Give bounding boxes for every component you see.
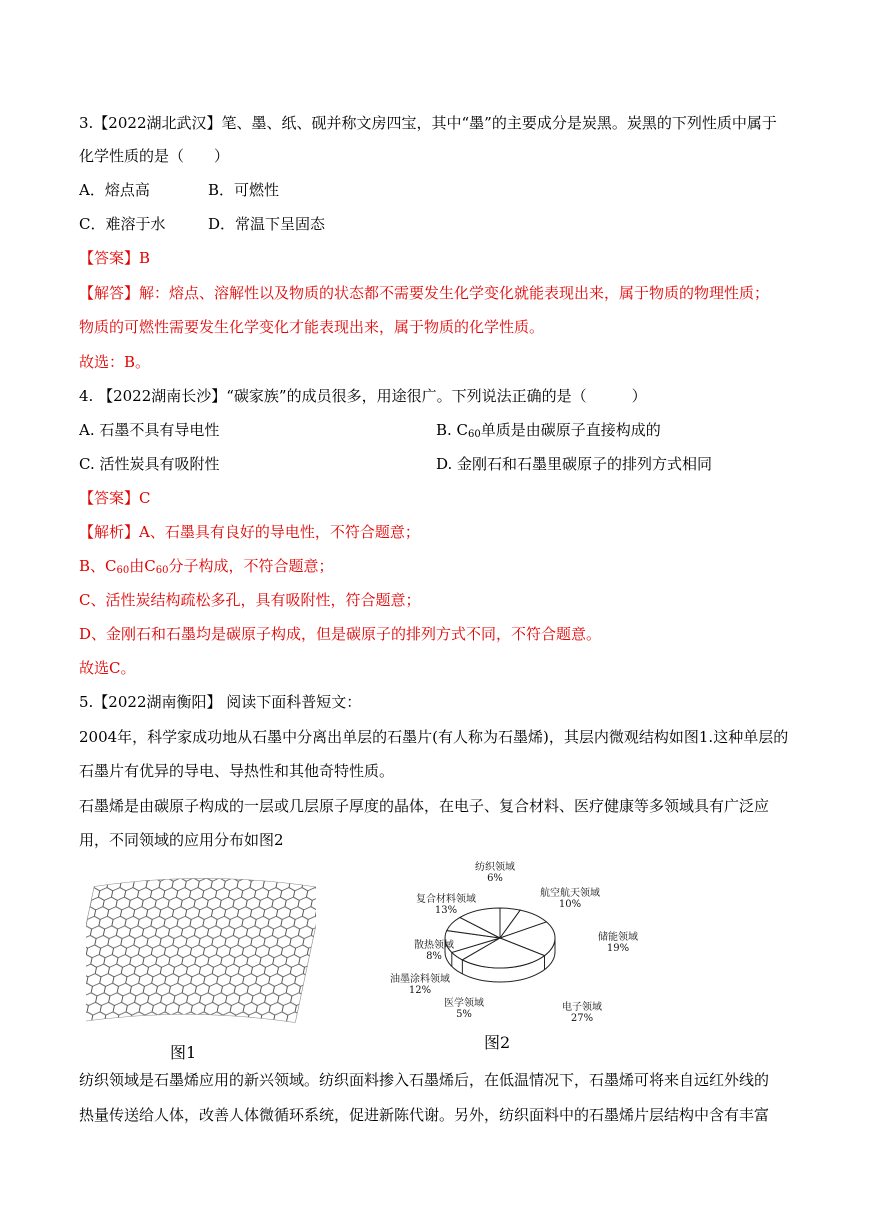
pie-category-label-3: 电子领域 [562,1002,602,1013]
q4-option-c: C. 活性炭具有吸附性 [79,455,220,473]
q4-explanation-line1: 【解析】A、石墨具有良好的导电性，不符合题意； [79,523,420,541]
q4-answer: 【答案】C [79,489,151,507]
pie-category-label-5: 油墨涂料领域 [390,974,450,985]
pie-category-label-2: 储能领域 [598,932,638,943]
pie-value-label-2: 19% [606,943,630,954]
figure1-caption: 图1 [170,1043,197,1062]
q3-option-d: D．常温下呈固态 [208,215,326,233]
q4-option-a: A. 石墨不具有导电性 [79,421,220,439]
figure2-caption: 图2 [484,1033,511,1052]
application-pie-chart [360,858,640,1033]
q3-choice: 故选：B。 [79,353,151,371]
q4-explanation-line3: C、活性炭结构疏松多孔，具有吸附性，符合题意； [79,591,421,609]
pie-value-label-0: 6% [487,873,503,884]
pie-value-label-5: 12% [408,985,432,996]
q5-paragraph2-line1: 石墨烯是由碳原子构成的一层或几层原子厚度的晶体，在电子、复合材料、医疗健康等多领域具有广泛应 [79,797,770,815]
q4-explanation-line4: D、金刚石和石墨均是碳原子构成，但是碳原子的排列方式不同，不符合题意。 [79,625,602,643]
q3-stem-line1: 3.【2022湖北武汉】笔、墨、纸、砚并称文房四宝，其中“墨”的主要成分是炭黑。炭黑的下列性质中属于 [79,114,777,132]
pie-value-label-3: 27% [570,1013,594,1024]
q4-choice: 故选C。 [79,659,136,677]
q5-paragraph3-line1: 纺织领域是石墨烯应用的新兴领域。纺织面料掺入石墨烯后，在低温情况下，石墨烯可将来自远红外线的 [79,1071,770,1089]
q3-stem-line2: 化学性质的是（ ） [79,147,230,165]
pie-value-label-7: 13% [434,905,458,916]
pie-value-label-1: 10% [558,899,582,910]
q3-option-b: B．可燃性 [208,181,280,199]
graphene-lattice-figure [86,870,316,1040]
pie-value-label-4: 5% [456,1009,472,1020]
pie-value-label-6: 8% [426,951,442,962]
q5-paragraph2-line2: 用，不同领域的应用分布如图2 [79,831,284,849]
q4-option-b: B. $C_{60}$单质是由碳原子直接构成的 [436,421,661,440]
pie-category-label-7: 复合材料领域 [416,894,476,905]
q5-paragraph1-line2: 石墨片有优异的导电、导热性和其他奇特性质。 [79,762,395,780]
q5-stem: 5.【2022湖南衡阳】 阅读下面科普短文： [79,693,362,711]
q4-explanation-line2: B、$C_{60}$由$C_{60}$分子构成，不符合题意； [79,557,334,576]
q4-option-d: D. 金刚石和石墨里碳原子的排列方式相同 [436,455,713,473]
q3-option-c: C．难溶于水 [79,215,166,233]
pie-category-label-1: 航空航天领域 [540,888,600,899]
q5-paragraph3-line2: 热量传送给人体，改善人体微循环系统，促进新陈代谢。另外，纺织面料中的石墨烯片层结构中含有丰富 [79,1106,770,1124]
q3-explanation-line1: 【解答】解：熔点、溶解性以及物质的状态都不需要发生化学变化就能表现出来，属于物质的物理性质； [79,284,770,302]
pie-category-label-4: 医学领域 [444,998,484,1009]
q4-stem: 4. 【2022湖南长沙】“碳家族”的成员很多，用途很广。下列说法正确的是（ ） [79,387,647,405]
q3-option-a: A．熔点高 [79,181,150,199]
q3-explanation-line2: 物质的可燃性需要发生化学变化才能表现出来，属于物质的化学性质。 [79,318,545,336]
pie-category-label-0: 纺织领域 [475,862,515,873]
q3-answer: 【答案】B [79,249,151,267]
pie-category-label-6: 散热领域 [414,940,454,951]
q5-paragraph1-line1: 2004年，科学家成功地从石墨中分离出单层的石墨片(有人称为石墨烯)，其层内微观结构如图1.这种单层的 [79,728,789,746]
